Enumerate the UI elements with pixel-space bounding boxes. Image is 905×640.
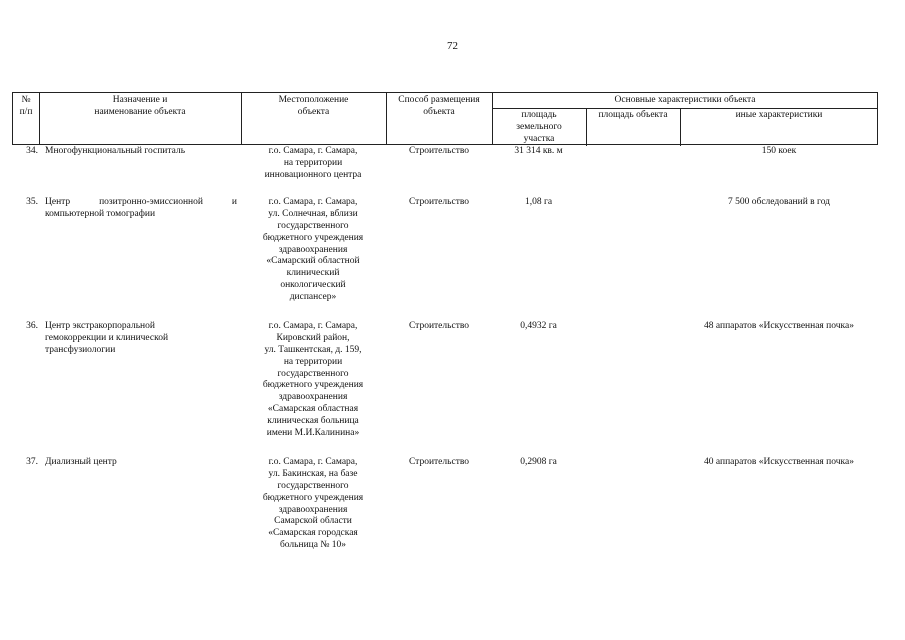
object-name [45, 197, 237, 221]
land-area: 0,4932 га [520, 321, 557, 331]
object-name-line: компьютерной томографии [45, 208, 156, 219]
header-num-line: п/п [19, 106, 33, 117]
land-area: 1,08 га [524, 197, 553, 207]
location-line: г.о. Самара, г. Самара, [268, 321, 358, 331]
object-name [45, 146, 237, 158]
location-line: имени М.И.Калинина» [266, 427, 360, 438]
object-name-word: Центр [45, 197, 71, 207]
location-line: клиническая больница [267, 416, 359, 426]
object-name-line: гемокоррекции и клинической [45, 332, 169, 343]
location-line: г.о. Самара, г. Самара, [268, 197, 358, 207]
location-line: государственного [277, 368, 349, 379]
header-name-line: наименование объекта [94, 106, 186, 117]
location-line: Самарской области [274, 516, 352, 527]
header-other: иные характеристики [735, 110, 823, 120]
header-location-line: объекта [297, 106, 330, 117]
other-characteristics: 7 500 обследований в год [728, 197, 830, 207]
location-line: г.о. Самара, г. Самара, [268, 146, 358, 156]
header-land-area-line: земельного [516, 121, 562, 132]
object-name [45, 321, 237, 357]
location-line: больница № 10» [279, 540, 347, 551]
location-line: Кировский район, [276, 332, 350, 343]
object-location [241, 197, 385, 304]
placement-method: Строительство [408, 457, 470, 467]
header-land-area-line: участка [523, 133, 555, 144]
header-name [39, 93, 241, 144]
header-location [241, 93, 386, 144]
placement-method: Строительство [408, 197, 470, 207]
location-line: «Самарская городская [268, 528, 358, 539]
placement-method: Строительство [408, 146, 470, 156]
header-num-line: № [21, 95, 31, 105]
location-line: на территории [283, 157, 343, 168]
row-number: 35. [26, 197, 38, 207]
header-num [13, 93, 39, 144]
location-line: государственного [277, 220, 349, 231]
location-line: бюджетного учреждения [262, 232, 364, 243]
object-name-line: Многофункциональный госпиталь [45, 146, 186, 156]
object-name-word: и [231, 197, 237, 207]
location-line: ул. Ташкентская, д. 159, [264, 344, 362, 355]
location-line: клинический [286, 268, 340, 279]
header-method-line: Способ размещения [398, 95, 480, 105]
header-object-area: площадь объекта [598, 110, 668, 120]
header-land-area [492, 108, 586, 146]
location-line: инновационного центра [264, 169, 362, 180]
other-characteristics: 40 аппаратов «Искусственная почка» [704, 457, 854, 467]
header-method-line: объекта [423, 106, 455, 117]
location-line: «Самарский областной [266, 256, 360, 267]
object-name [45, 457, 237, 469]
location-line: ул. Солнечная, вблизи [268, 208, 358, 219]
object-name-line: Диализный центр [45, 457, 117, 467]
location-line: бюджетного учреждения [262, 380, 364, 391]
object-name-line: Центр экстракорпоральной [45, 321, 155, 331]
object-name-word: позитронно-эмиссионной [99, 197, 203, 207]
object-location [241, 457, 385, 552]
header-land-area-line: площадь [521, 110, 557, 120]
location-line: «Самарская областная [267, 404, 359, 415]
table-header [12, 92, 878, 145]
header-location-line: Местоположение [278, 95, 349, 105]
location-line: здравоохранения [278, 392, 348, 403]
land-area: 31 314 кв. м [514, 146, 563, 156]
object-name-line: трансфузиологии [45, 344, 116, 355]
object-location [241, 321, 385, 440]
land-area: 0,2908 га [520, 457, 557, 467]
location-line: диспансер» [289, 292, 337, 302]
row-number: 37. [26, 457, 38, 467]
header-characteristics: Основные характеристики объекта [614, 95, 756, 105]
header-name-line: Назначение и [112, 95, 168, 105]
object-name-line [45, 197, 237, 209]
location-line: на территории [283, 356, 343, 367]
header-method [386, 93, 492, 144]
location-line: онкологический [280, 280, 346, 291]
location-line: государственного [277, 480, 349, 491]
page-number: 72 [447, 40, 458, 52]
placement-method: Строительство [408, 321, 470, 331]
other-characteristics: 150 коек [761, 146, 797, 156]
location-line: бюджетного учреждения [262, 492, 364, 503]
location-line: ул. Бакинская, на базе [268, 468, 358, 479]
location-line: г.о. Самара, г. Самара, [268, 457, 358, 467]
other-characteristics: 48 аппаратов «Искусственная почка» [704, 321, 854, 331]
row-number: 34. [26, 146, 38, 156]
location-line: здравоохранения [278, 504, 348, 515]
object-location [241, 146, 385, 182]
location-line: здравоохранения [278, 244, 348, 255]
row-number: 36. [26, 321, 38, 331]
